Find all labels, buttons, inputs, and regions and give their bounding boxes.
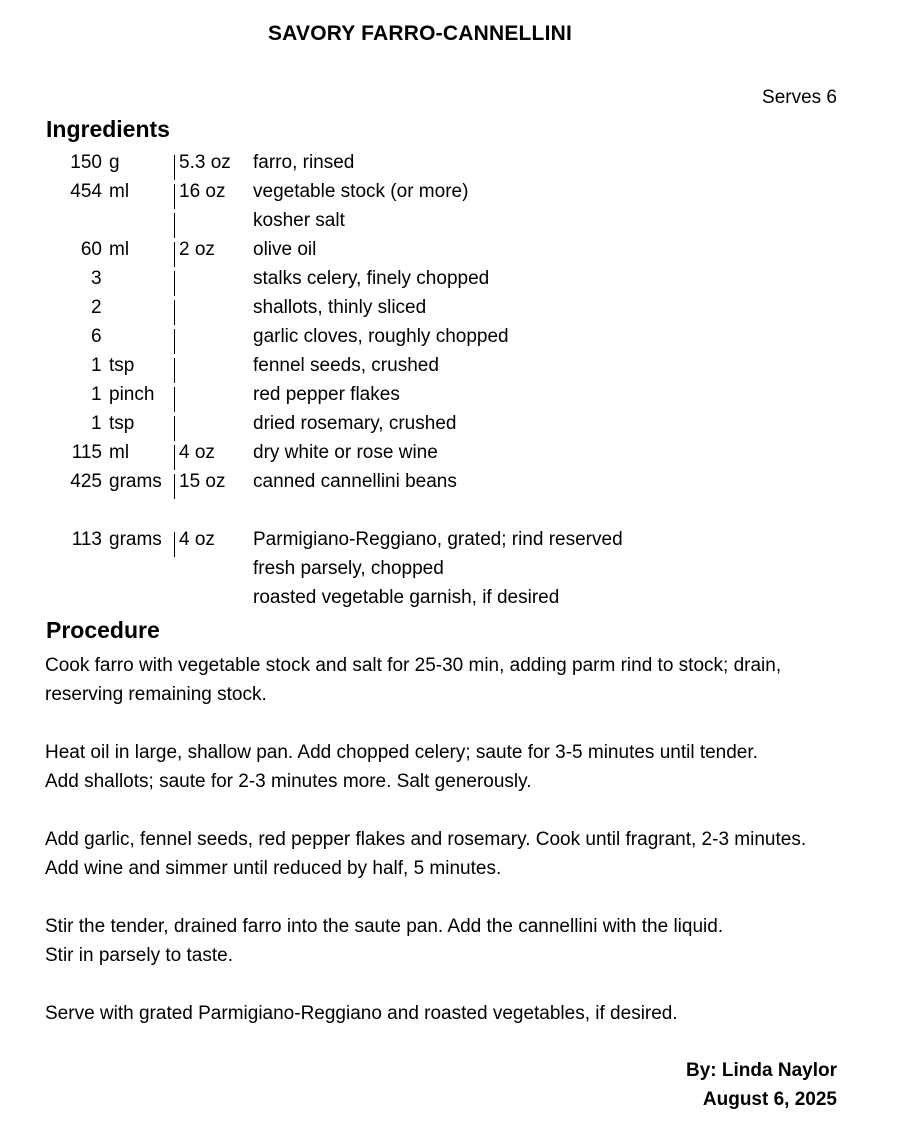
ingredient-row xyxy=(0,471,906,500)
ingredient-row xyxy=(0,384,906,413)
recipe-date: August 6, 2025 xyxy=(702,1089,837,1110)
ingredient-amount: 1 xyxy=(91,355,102,376)
ingredient-name: shallots, thinly sliced xyxy=(253,297,427,318)
ingredient-ounces: 15 oz xyxy=(179,471,226,492)
ingredient-row xyxy=(0,558,906,587)
column-divider xyxy=(174,387,175,412)
ingredient-row xyxy=(0,355,906,384)
ingredient-ounces: 4 oz xyxy=(179,442,215,463)
ingredient-name: olive oil xyxy=(253,239,317,260)
ingredient-amount: 115 xyxy=(71,442,102,463)
ingredient-ounces: 2 oz xyxy=(179,239,215,260)
ingredient-amount: 1 xyxy=(91,384,102,405)
ingredient-unit: ml xyxy=(109,239,130,260)
ingredient-row xyxy=(0,152,906,181)
procedure-line: Add wine and simmer until reduced by half, 5 minutes. xyxy=(45,858,502,879)
ingredient-ounces: 16 oz xyxy=(179,181,226,202)
ingredient-row xyxy=(0,413,906,442)
column-divider xyxy=(174,445,175,470)
ingredient-unit: tsp xyxy=(109,355,135,376)
ingredient-unit: pinch xyxy=(109,384,155,405)
ingredients-heading: Ingredients xyxy=(46,116,170,142)
ingredient-row xyxy=(0,181,906,210)
ingredient-name: fresh parsely, chopped xyxy=(253,558,444,579)
ingredient-name: vegetable stock (or more) xyxy=(253,181,469,202)
ingredient-row xyxy=(0,587,906,616)
procedure-line: Heat oil in large, shallow pan. Add chopped celery; saute for 3-5 minutes until tender. xyxy=(45,742,758,763)
ingredient-unit: ml xyxy=(109,442,130,463)
ingredient-name: roasted vegetable garnish, if desired xyxy=(253,587,560,608)
column-divider xyxy=(174,184,175,209)
procedure-line: Serve with grated Parmigiano-Reggiano and roasted vegetables, if desired. xyxy=(45,1003,678,1024)
ingredient-unit: grams xyxy=(109,529,162,550)
recipe-title: SAVORY FARRO-CANNELLINI xyxy=(267,22,573,45)
procedure-line: Stir in parsely to taste. xyxy=(45,945,233,966)
ingredient-row xyxy=(0,268,906,297)
column-divider xyxy=(174,300,175,325)
procedure-line: Cook farro with vegetable stock and salt for 25-30 min, adding parm rind to stock; drain, xyxy=(45,655,782,676)
ingredient-unit: ml xyxy=(109,181,130,202)
ingredient-row xyxy=(0,529,906,558)
procedure-line: Stir the tender, drained farro into the saute pan. Add the cannellini with the liquid. xyxy=(45,916,724,937)
ingredient-name: stalks celery, finely chopped xyxy=(253,268,490,289)
ingredient-unit: tsp xyxy=(109,413,135,434)
ingredient-name: fennel seeds, crushed xyxy=(253,355,439,376)
procedure-line: Add shallots; saute for 2-3 minutes more. Salt generously. xyxy=(45,771,532,792)
column-divider xyxy=(174,532,175,557)
ingredient-row xyxy=(0,326,906,355)
column-divider xyxy=(174,155,175,180)
ingredient-name: garlic cloves, roughly chopped xyxy=(253,326,509,347)
ingredient-name: dried rosemary, crushed xyxy=(253,413,457,434)
procedure-line: reserving remaining stock. xyxy=(45,684,267,705)
ingredient-unit: grams xyxy=(109,471,162,492)
ingredient-amount: 60 xyxy=(80,239,102,260)
column-divider xyxy=(174,213,175,238)
ingredient-name: Parmigiano-Reggiano, grated; rind reserved xyxy=(253,529,623,550)
column-divider xyxy=(174,329,175,354)
ingredient-amount: 2 xyxy=(91,297,102,318)
author-name: By: Linda Naylor xyxy=(686,1060,837,1081)
ingredient-amount: 3 xyxy=(91,268,102,289)
serves-count: Serves 6 xyxy=(762,87,837,108)
ingredient-unit: g xyxy=(109,152,120,173)
ingredient-amount: 113 xyxy=(71,529,102,550)
procedure-heading: Procedure xyxy=(46,617,160,643)
ingredient-ounces: 5.3 oz xyxy=(179,152,231,173)
column-divider xyxy=(174,416,175,441)
column-divider xyxy=(174,242,175,267)
ingredient-name: dry white or rose wine xyxy=(253,442,438,463)
ingredient-name: kosher salt xyxy=(253,210,345,231)
column-divider xyxy=(174,358,175,383)
ingredient-name: farro, rinsed xyxy=(253,152,355,173)
ingredient-row xyxy=(0,239,906,268)
ingredient-amount: 1 xyxy=(91,413,102,434)
column-divider xyxy=(174,271,175,296)
ingredient-row xyxy=(0,210,906,239)
ingredient-name: canned cannellini beans xyxy=(253,471,457,492)
procedure-line: Add garlic, fennel seeds, red pepper flakes and rosemary. Cook until fragrant, 2-3 minutes. xyxy=(45,829,807,850)
ingredient-name: red pepper flakes xyxy=(253,384,400,405)
ingredient-ounces: 4 oz xyxy=(179,529,215,550)
column-divider xyxy=(174,474,175,499)
ingredient-amount: 425 xyxy=(70,471,102,492)
ingredient-amount: 6 xyxy=(91,326,102,347)
ingredient-row xyxy=(0,442,906,471)
ingredient-row xyxy=(0,297,906,326)
ingredient-amount: 454 xyxy=(70,181,102,202)
ingredient-amount: 150 xyxy=(70,152,102,173)
